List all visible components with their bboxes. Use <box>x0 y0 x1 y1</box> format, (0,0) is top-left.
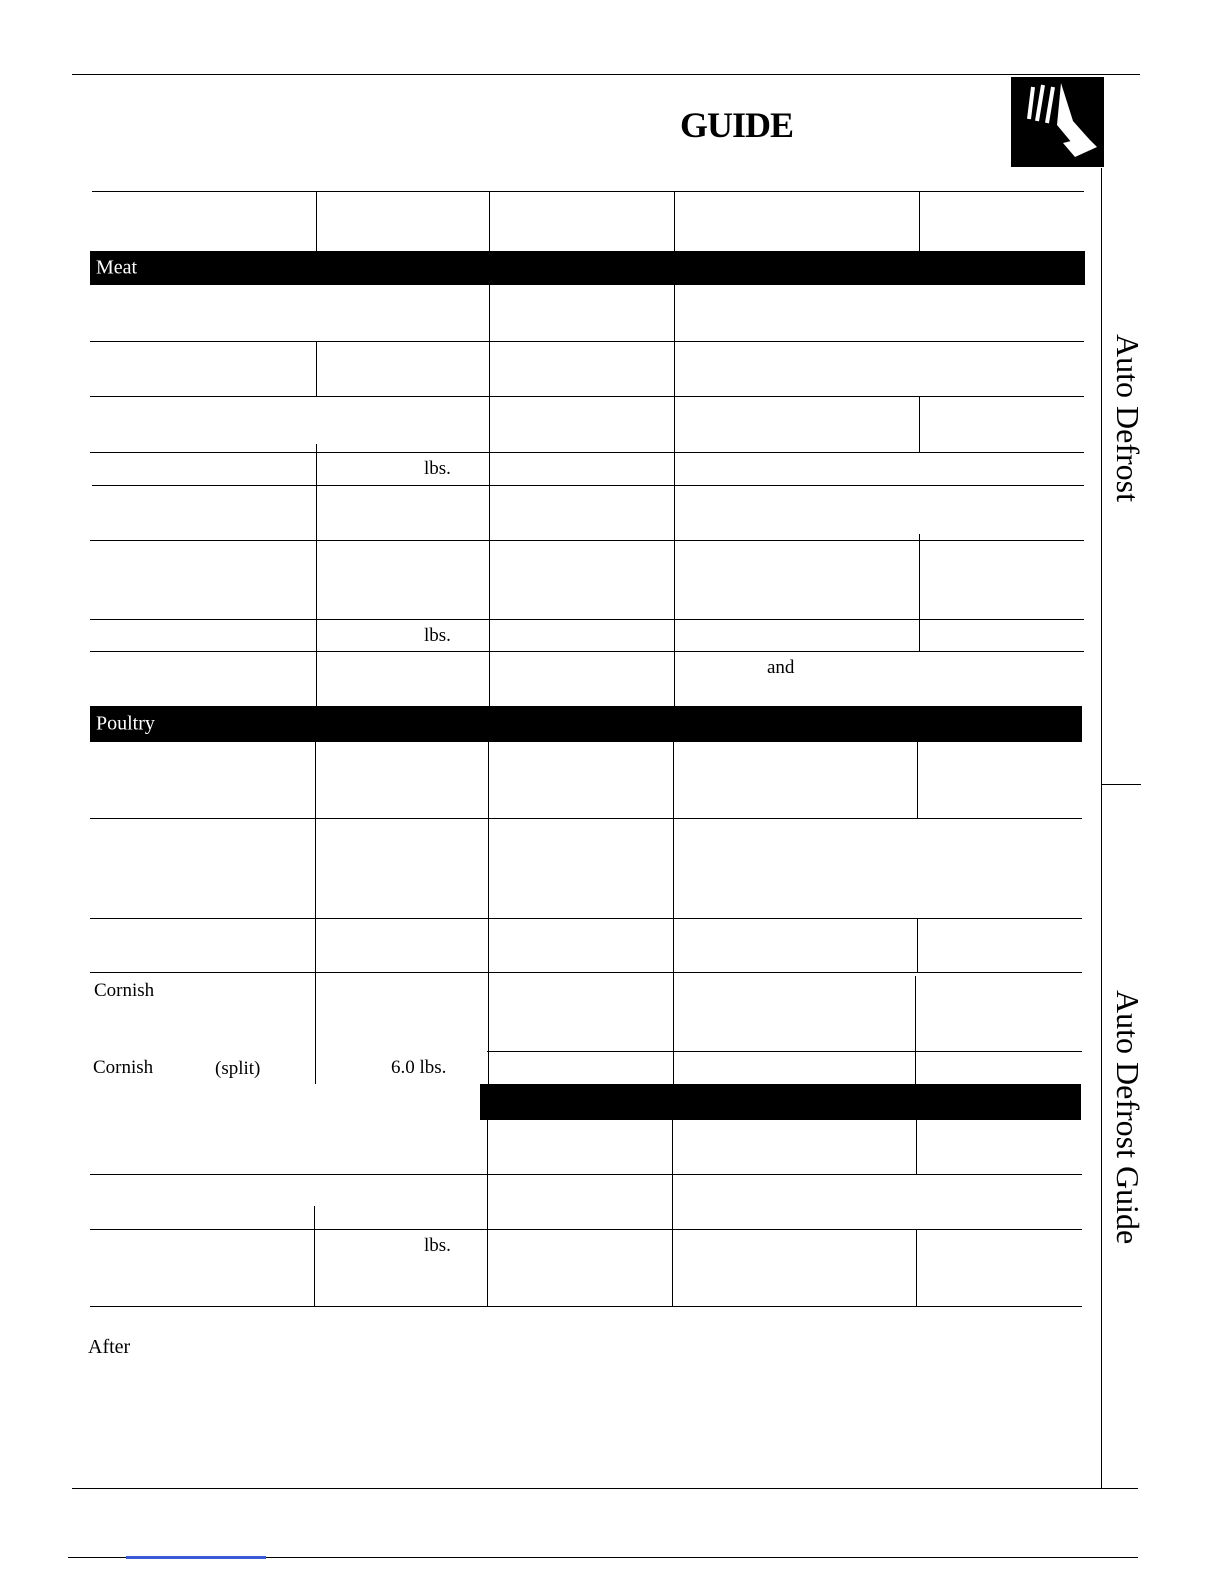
table-top-rule <box>92 191 1084 192</box>
row-rule <box>90 818 1082 819</box>
hand-pressing-button-icon <box>1011 77 1104 167</box>
row-rule <box>90 341 1084 342</box>
header-col-divider <box>919 191 920 251</box>
side-tab-separator <box>1101 784 1141 785</box>
row-rule <box>487 1051 1082 1052</box>
col-divider <box>316 444 317 706</box>
side-tab-auto-defrost: Auto Defrost <box>1110 334 1146 502</box>
top-rule <box>72 74 1140 75</box>
col-divider <box>673 742 674 1084</box>
cell-weight-6lbs: 6.0 lbs. <box>391 1057 447 1078</box>
section-meat-label: Meat <box>96 256 138 279</box>
cell-cornish: Cornish <box>93 1057 154 1078</box>
section-poultry-label: Poultry <box>96 712 155 735</box>
row-rule <box>90 452 1084 453</box>
col-divider <box>917 742 918 818</box>
section-band-unlabeled <box>480 1084 1081 1120</box>
row-rule <box>90 540 1084 541</box>
cell-and: and <box>767 657 795 678</box>
table-bottom-rule <box>90 1306 1082 1307</box>
col-divider <box>316 341 317 397</box>
footer-note: After <box>88 1336 131 1358</box>
row-rule <box>90 651 1084 652</box>
row-rule <box>90 1229 1082 1230</box>
cell-weight-lbs: lbs. <box>424 625 451 646</box>
header-col-divider <box>489 191 490 251</box>
col-divider <box>672 1120 673 1306</box>
col-divider <box>488 742 489 1084</box>
col-divider <box>916 1229 917 1306</box>
cell-weight-lbs: lbs. <box>424 1235 451 1256</box>
side-tab-auto-defrost-guide: Auto Defrost Guide <box>1110 990 1146 1245</box>
col-divider <box>917 918 918 972</box>
row-rule <box>92 485 1084 486</box>
col-divider <box>919 396 920 452</box>
cell-cornish: Cornish <box>94 980 155 1001</box>
cell-weight-lbs: lbs. <box>424 458 451 479</box>
section-meat <box>90 251 1085 285</box>
col-divider <box>315 742 316 1084</box>
page-footer-accent <box>126 1556 266 1559</box>
side-divider <box>1101 168 1102 1488</box>
col-divider <box>674 285 675 706</box>
cell-split: (split) <box>215 1058 261 1079</box>
col-divider <box>314 1206 315 1306</box>
col-divider <box>916 1120 917 1174</box>
section-poultry <box>90 706 1082 742</box>
bottom-rule <box>72 1488 1138 1489</box>
col-divider <box>487 1120 488 1306</box>
row-rule <box>90 972 1082 973</box>
col-divider <box>489 285 490 706</box>
row-rule <box>90 918 1082 919</box>
row-rule <box>90 1174 1082 1175</box>
header-col-divider <box>674 191 675 251</box>
header-col-divider <box>316 191 317 251</box>
page-title: GUIDE <box>680 105 794 145</box>
row-rule <box>90 619 1084 620</box>
col-divider <box>915 976 916 1084</box>
col-divider <box>919 534 920 651</box>
row-rule <box>90 396 1084 397</box>
